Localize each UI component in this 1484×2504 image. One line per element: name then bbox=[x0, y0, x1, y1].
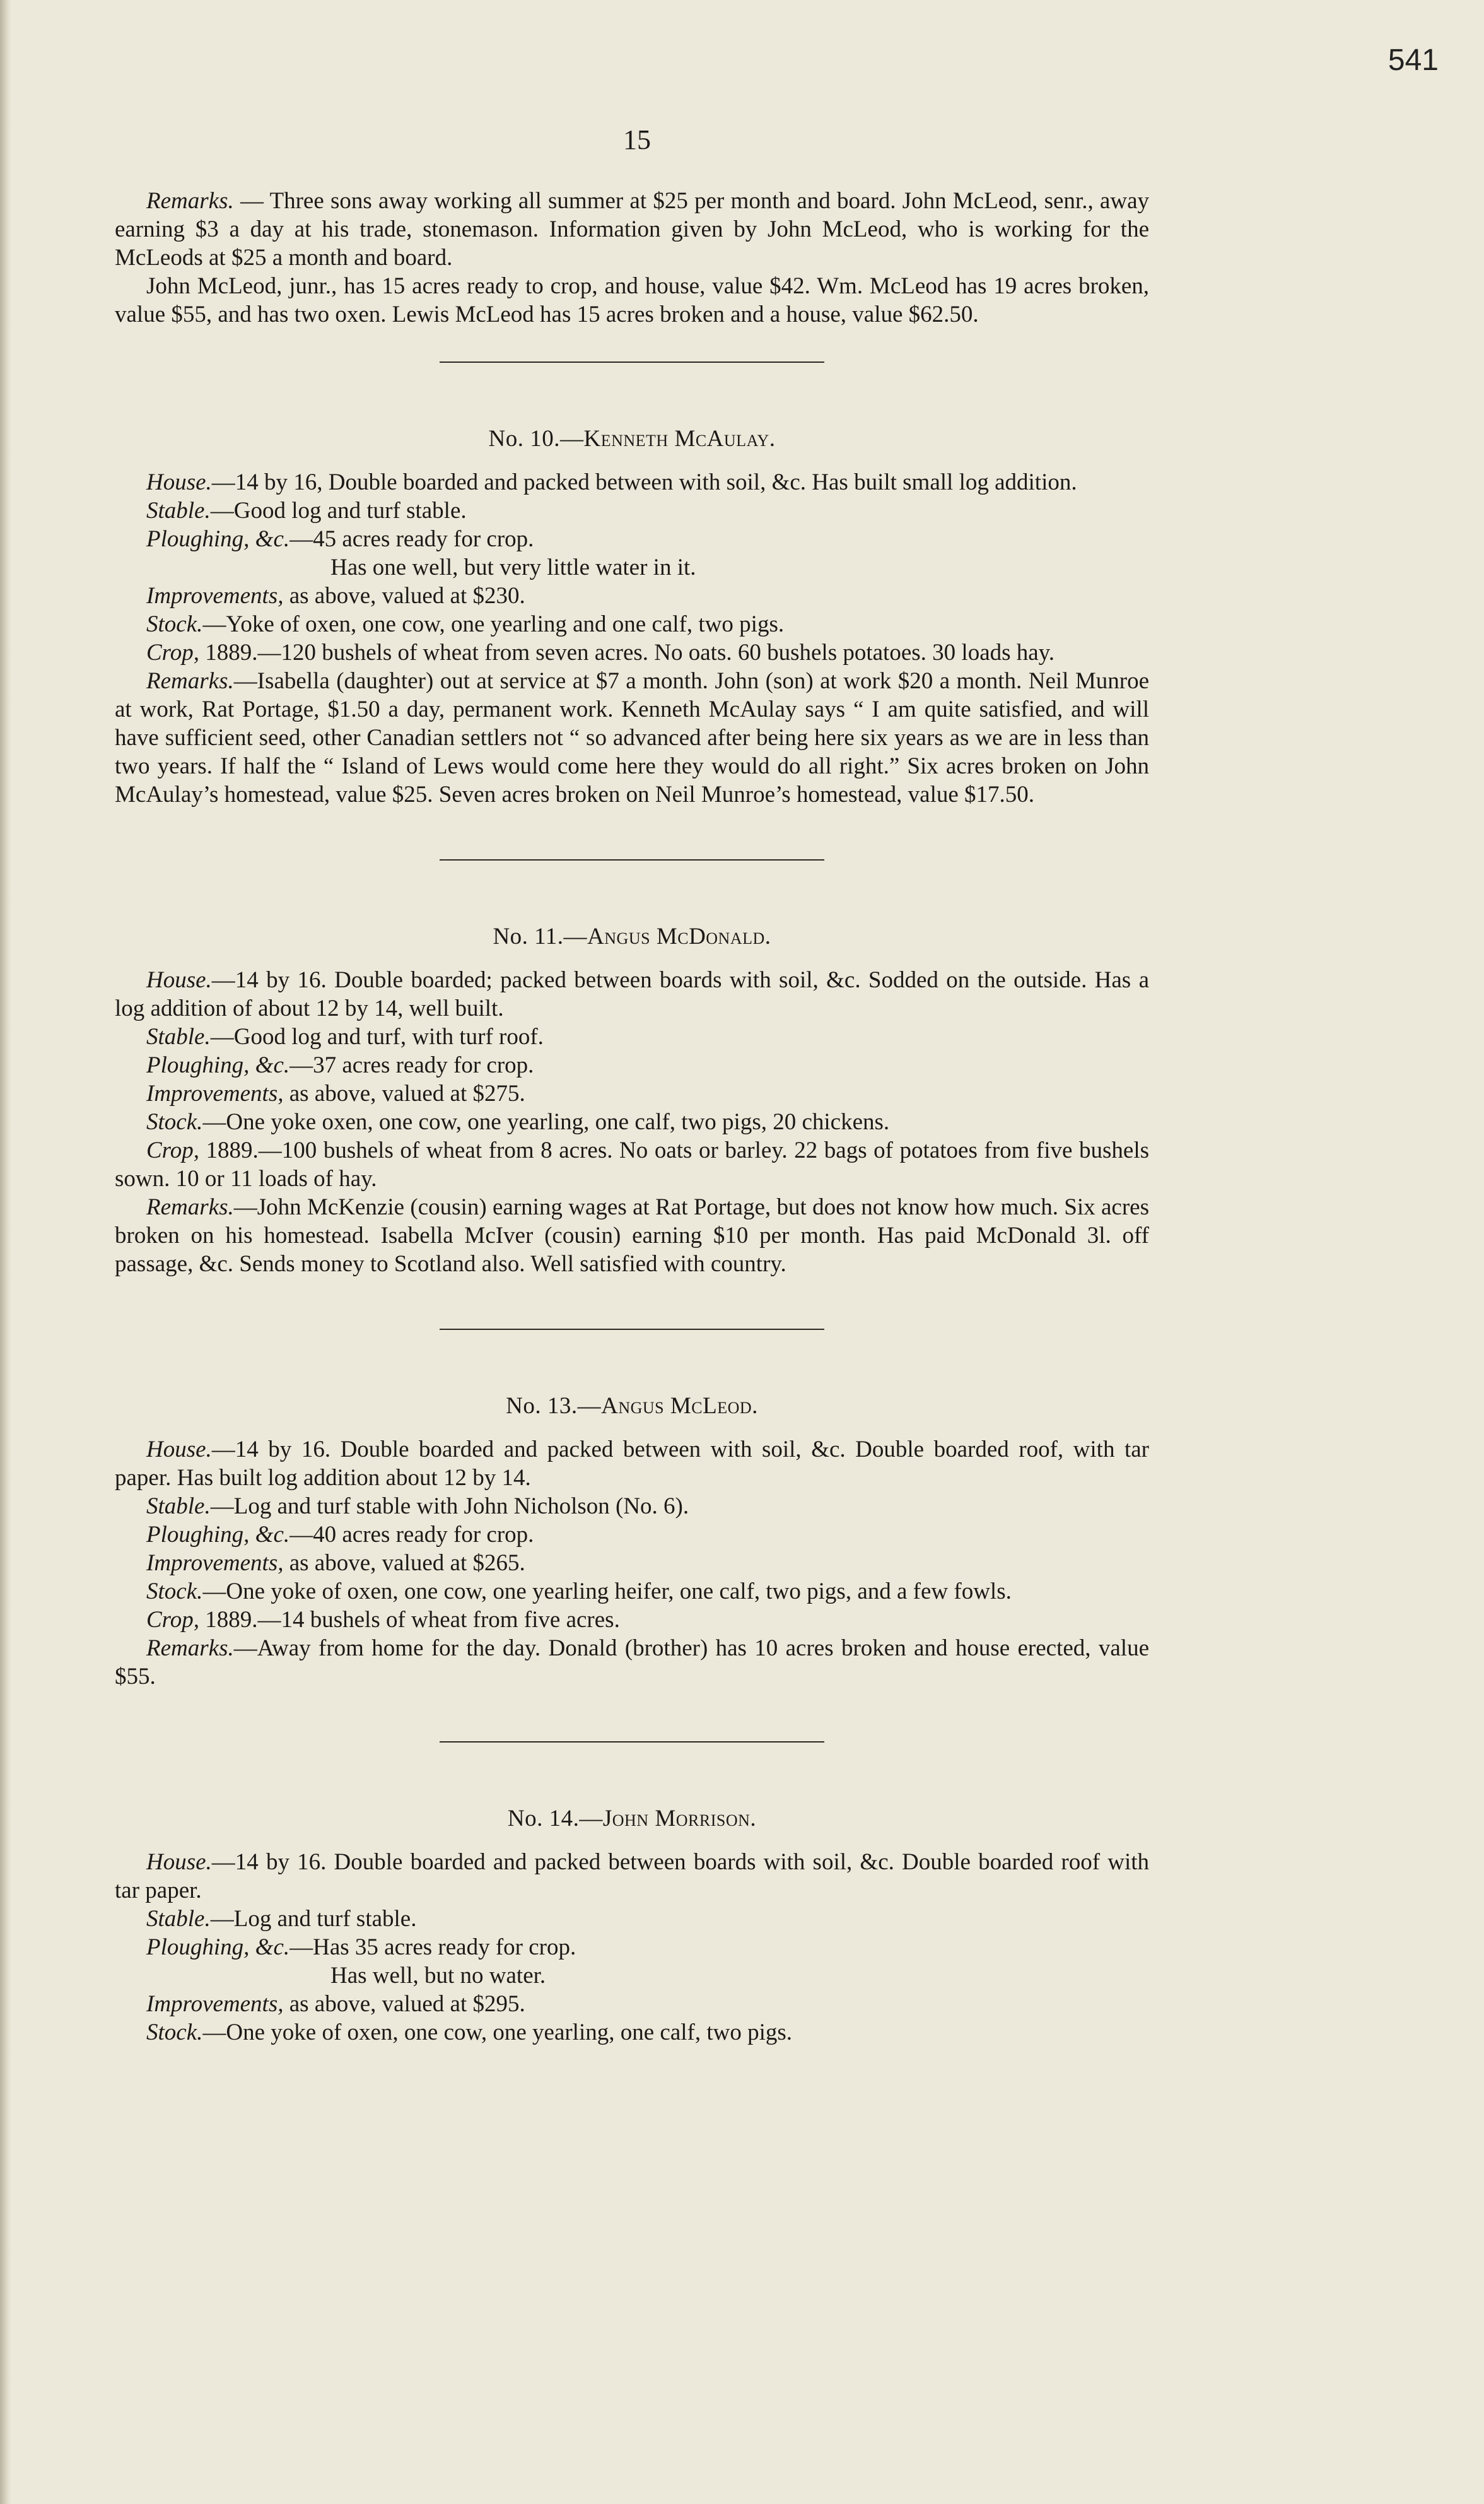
intro-paragraph-2: John McLeod, junr., has 15 acres ready to crop, and house, value $42. Wm. McLeod has 19 acres broken, value $55, and has two oxen. Lewis McLeod has 15 acres broken and a house, value $62.50. bbox=[115, 273, 1149, 327]
stock-text: —Yoke of oxen, one cow, one yearling and one calf, two pigs. bbox=[202, 611, 785, 637]
crop-entry bbox=[115, 1606, 1149, 1634]
remarks-entry bbox=[115, 667, 1149, 809]
stock-label: Stock. bbox=[146, 1578, 203, 1604]
house-entry bbox=[115, 1435, 1149, 1492]
ploughing-entry bbox=[115, 1520, 1149, 1549]
intro-remarks-label: Remarks. bbox=[146, 188, 234, 214]
remarks-text: —John McKenzie (cousin) earning wages at Rat Portage, but does not know how much. Six acres broken on his homestead. Isabella McIver (cousin) earning $10 per month. Has paid McDonald 3l. off passage, &c. Sends money to Scotland also. Well satisfied with country. bbox=[115, 1194, 1149, 1277]
section-number: No. 14.— bbox=[507, 1806, 603, 1831]
crop-label: Crop, bbox=[146, 1137, 199, 1163]
sheet-number: 541 bbox=[1388, 44, 1439, 77]
section-name: Angus McDonald. bbox=[587, 924, 771, 949]
stable-text: —Log and turf stable. bbox=[210, 1906, 417, 1932]
section-divider bbox=[440, 1329, 824, 1330]
remarks-entry bbox=[115, 1193, 1149, 1278]
stock-label: Stock. bbox=[146, 1109, 203, 1135]
house-text: —14 by 16. Double boarded; packed between boards with soil, &c. Sodded on the outside. Has a log addition of about 12 by 14, well built. bbox=[115, 967, 1149, 1021]
intro-remarks bbox=[115, 187, 1149, 272]
house-label: House. bbox=[146, 1849, 212, 1875]
house-entry bbox=[115, 1848, 1149, 1905]
crop-text: 1889.—120 bushels of wheat from seven acres. No oats. 60 bushels potatoes. 30 loads hay. bbox=[199, 640, 1055, 666]
improvements-label: Improvements, bbox=[146, 1081, 284, 1107]
section-name: Kenneth McAulay. bbox=[583, 426, 776, 452]
section-number: No. 10.— bbox=[488, 426, 584, 452]
section-number: No. 11.— bbox=[493, 924, 588, 949]
section-name: Angus McLeod. bbox=[601, 1393, 758, 1419]
improvements-entry bbox=[115, 1079, 1149, 1108]
house-text: —14 by 16. Double boarded and packed between with soil, &c. Double boarded roof, with tar paper. Has built log addition about 12 by 14. bbox=[115, 1437, 1149, 1491]
stock-entry bbox=[115, 610, 1149, 638]
remarks-entry bbox=[115, 1634, 1149, 1691]
section-heading bbox=[115, 1804, 1149, 1833]
section-heading bbox=[115, 425, 1149, 453]
house-label: House. bbox=[146, 967, 212, 993]
intro-remarks-text: — Three sons away working all summer at $25 per month and board. John McLeod, senr., away earning $3 a day at his trade, stonemason. Information given by John McLeod, who is working for the McLeods at $25 a month and board. bbox=[115, 188, 1149, 271]
stock-entry bbox=[115, 1108, 1149, 1136]
stable-label: Stable. bbox=[146, 498, 211, 524]
stable-text: —Good log and turf stable. bbox=[210, 498, 467, 524]
section-heading bbox=[115, 922, 1149, 951]
ploughing-entry bbox=[115, 525, 1149, 553]
improvements-entry bbox=[115, 1549, 1149, 1577]
improvements-entry bbox=[115, 582, 1149, 610]
ploughing-extra: Has well, but no water. bbox=[330, 1963, 546, 1989]
crop-entry bbox=[115, 638, 1149, 667]
section-heading bbox=[115, 1392, 1149, 1420]
ploughing-entry bbox=[115, 1933, 1149, 1961]
improvements-entry bbox=[115, 1990, 1149, 2018]
crop-text: 1889.—14 bushels of wheat from five acres. bbox=[199, 1607, 620, 1633]
ploughing-label: Ploughing, &c. bbox=[146, 1934, 290, 1960]
house-text: —14 by 16, Double boarded and packed between with soil, &c. Has built small log addition. bbox=[211, 469, 1077, 495]
improvements-text: as above, valued at $295. bbox=[283, 1991, 525, 2017]
ploughing-text: —37 acres ready for crop. bbox=[289, 1052, 534, 1078]
remarks-text: —Away from home for the day. Donald (brother) has 10 acres broken and house erected, value $55. bbox=[115, 1635, 1149, 1690]
house-text: —14 by 16. Double boarded and packed between boards with soil, &c. Double boarded roof with tar paper. bbox=[115, 1849, 1149, 1903]
stable-entry bbox=[115, 497, 1149, 525]
remarks-label: Remarks. bbox=[146, 668, 234, 694]
section-name: John Morrison. bbox=[602, 1806, 757, 1831]
page-content bbox=[115, 187, 1149, 2047]
stable-entry bbox=[115, 1492, 1149, 1520]
remarks-label: Remarks. bbox=[146, 1194, 234, 1220]
section-divider bbox=[440, 859, 824, 861]
crop-entry bbox=[115, 1136, 1149, 1193]
remarks-label: Remarks. bbox=[146, 1635, 234, 1661]
stable-entry bbox=[115, 1023, 1149, 1051]
ploughing-label: Ploughing, &c. bbox=[146, 1522, 290, 1548]
house-entry bbox=[115, 468, 1149, 497]
stock-entry bbox=[115, 1577, 1149, 1606]
ploughing-entry bbox=[115, 1051, 1149, 1079]
ploughing-extra: Has one well, but very little water in it. bbox=[330, 555, 696, 580]
section-number: No. 13.— bbox=[506, 1393, 602, 1419]
stock-text: —One yoke oxen, one cow, one yearling, one calf, two pigs, 20 chickens. bbox=[202, 1109, 890, 1135]
house-entry bbox=[115, 966, 1149, 1023]
stock-label: Stock. bbox=[146, 611, 203, 637]
house-label: House. bbox=[146, 1437, 212, 1462]
improvements-text: as above, valued at $275. bbox=[283, 1081, 525, 1107]
section-divider bbox=[440, 361, 824, 363]
ploughing-text: —45 acres ready for crop. bbox=[289, 526, 534, 552]
house-label: House. bbox=[146, 469, 212, 495]
ploughing-text: —40 acres ready for crop. bbox=[289, 1522, 534, 1548]
stock-text: —One yoke of oxen, one cow, one yearling, one calf, two pigs. bbox=[202, 2019, 793, 2045]
ploughing-label: Ploughing, &c. bbox=[146, 526, 290, 552]
improvements-label: Improvements, bbox=[146, 583, 284, 609]
improvements-text: as above, valued at $265. bbox=[283, 1550, 525, 1576]
improvements-label: Improvements, bbox=[146, 1550, 284, 1576]
binding-edge bbox=[0, 0, 11, 2504]
stock-label: Stock. bbox=[146, 2019, 203, 2045]
stock-text: —One yoke of oxen, one cow, one yearling heifer, one calf, two pigs, and a few fowls. bbox=[202, 1578, 1012, 1604]
ploughing-label: Ploughing, &c. bbox=[146, 1052, 290, 1078]
stock-entry bbox=[115, 2018, 1149, 2047]
stable-label: Stable. bbox=[146, 1906, 211, 1932]
stable-label: Stable. bbox=[146, 1493, 211, 1519]
section-divider bbox=[440, 1741, 824, 1743]
ploughing-text: —Has 35 acres ready for crop. bbox=[289, 1934, 576, 1960]
crop-text: 1889.—100 bushels of wheat from 8 acres. No oats or barley. 22 bags of potatoes from five bushels sown. 10 or 11 loads of hay. bbox=[115, 1137, 1149, 1192]
improvements-text: as above, valued at $230. bbox=[283, 583, 525, 609]
stable-text: —Log and turf stable with John Nicholson (No. 6). bbox=[210, 1493, 689, 1519]
page-number: 15 bbox=[623, 124, 651, 155]
stable-label: Stable. bbox=[146, 1024, 211, 1050]
remarks-text: —Isabella (daughter) out at service at $7 a month. John (son) at work $20 a month. Neil Munroe at work, Rat Portage, $1.50 a day, permanent work. Kenneth McAulay says “ I am quite satisfied, and will have sufficient seed, other Canadian settlers not “ so advanced after being here six years as we are in less than two years. If half the “ Island of Lews would come here they would do all right.” Six acres broken on John McAulay’s homestead, value $25. Seven acres broken on Neil Munroe’s homestead, value $17.50. bbox=[115, 668, 1149, 808]
stable-text: —Good log and turf, with turf roof. bbox=[210, 1024, 544, 1050]
stable-entry bbox=[115, 1905, 1149, 1933]
crop-label: Crop, bbox=[146, 1607, 199, 1633]
improvements-label: Improvements, bbox=[146, 1991, 284, 2017]
crop-label: Crop, bbox=[146, 640, 199, 666]
